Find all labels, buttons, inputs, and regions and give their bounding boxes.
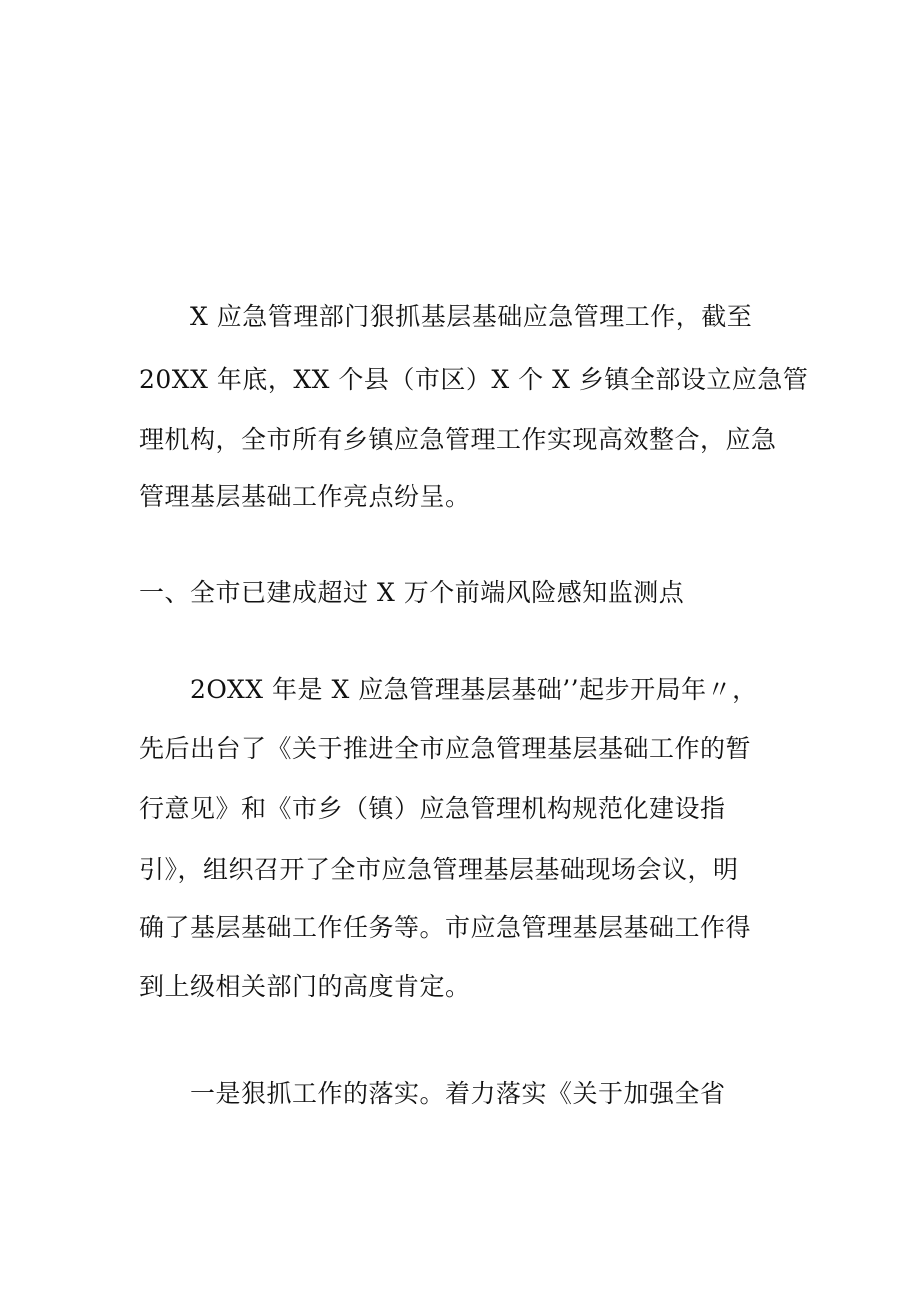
paragraph-2-line-3: 行意见》和《市乡（镇）应急管理机构规范化建设指	[139, 794, 726, 823]
paragraph-2-line-1: 2OXX 年是 X 应急管理基层基础’’起步开局年〃，	[190, 675, 758, 704]
paragraph-2-line-5: 确了基层基础工作任务等。市应急管理基层基础工作得	[139, 913, 752, 942]
paragraph-1-line-1: X 应急管理部门狠抓基层基础应急管理工作，截至	[190, 302, 753, 331]
paragraph-1-line-4: 管理基层基础工作亮点纷呈。	[139, 482, 471, 511]
paragraph-2-line-4: 引》，组织召开了全市应急管理基层基础现场会议，明	[139, 855, 739, 884]
paragraph-2-line-6: 到上级相关部门的高度肯定。	[139, 972, 471, 1001]
paragraph-1-line-3: 理机构，全市所有乡镇应急管理工作实现高效整合，应急	[139, 425, 777, 454]
section-heading: 一、全市已建成超过 X 万个前端风险感知监测点	[139, 578, 685, 607]
paragraph-3-line-1: 一是狠抓工作的落实。着力落实《关于加强全省	[190, 1079, 726, 1108]
paragraph-2-line-2: 先后出台了《关于推进全市应急管理基层基础工作的暂	[139, 734, 752, 763]
paragraph-1-line-2: 20XX 年底，XX 个县（市区）X 个 X 乡镇全部设立应急管	[139, 365, 809, 394]
